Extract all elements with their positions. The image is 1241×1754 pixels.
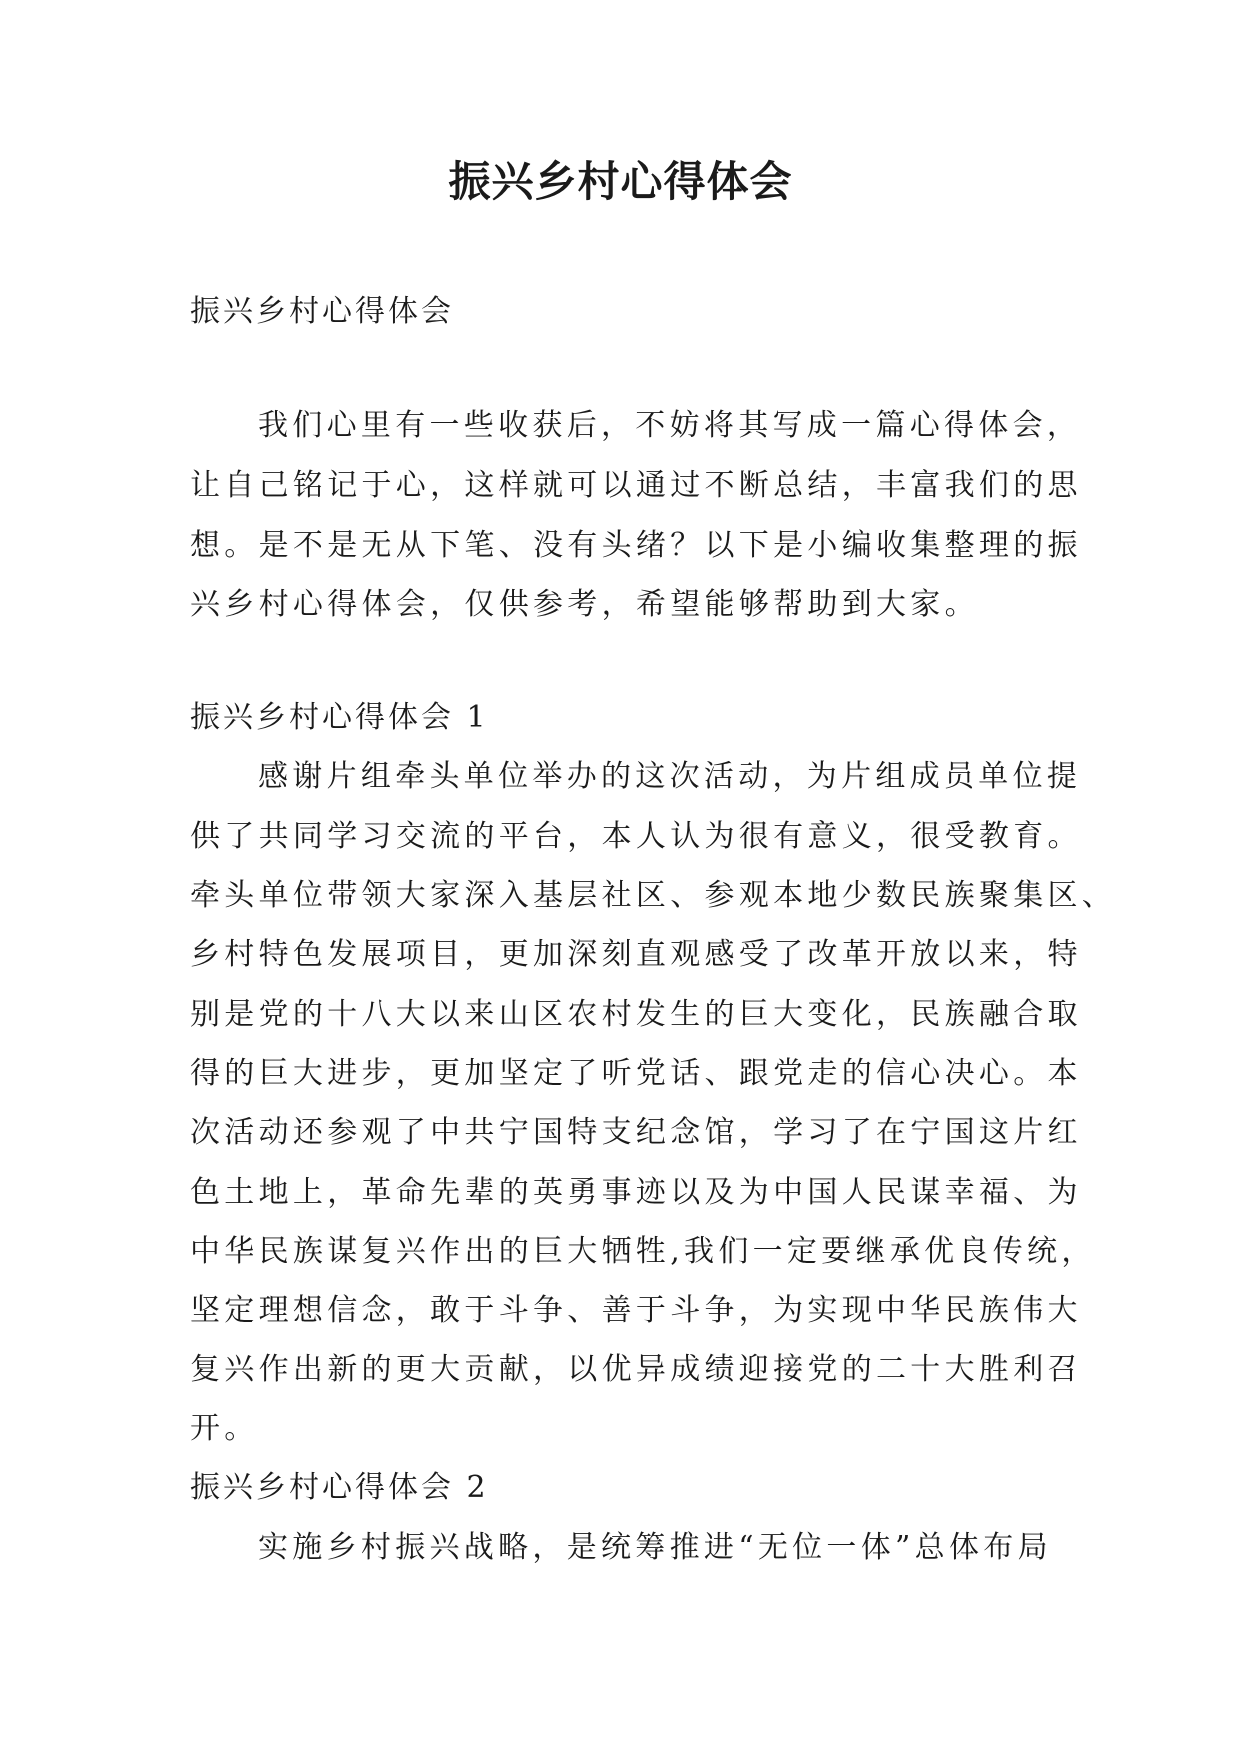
section-heading: 振兴乡村心得体会 2 xyxy=(190,1470,489,1505)
section-line: 复兴作出新的更大贡献，以优异成绩迎接党的二十大胜利召 xyxy=(190,1352,1082,1387)
section-heading: 振兴乡村心得体会 1 xyxy=(190,700,489,735)
document-title: 振兴乡村心得体会 xyxy=(448,157,793,206)
intro-line: 兴乡村心得体会，仅供参考，希望能够帮助到大家。 xyxy=(190,587,979,622)
section-line: 色土地上，革命先辈的英勇事迹以及为中国人民谋幸福、为 xyxy=(190,1175,1082,1210)
section-line: 得的巨大进步，更加坚定了听党话、跟党走的信心决心。本 xyxy=(190,1056,1082,1091)
section-line: 牵头单位带领大家深入基层社区、参观本地少数民族聚集区、 xyxy=(190,878,1117,913)
section-line: 供了共同学习交流的平台，本人认为很有意义，很受教育。 xyxy=(190,819,1082,854)
section-line: 次活动还参观了中共宁国特支纪念馆，学习了在宁国这片红 xyxy=(190,1115,1082,1150)
section-line: 别是党的十八大以来山区农村发生的巨大变化，民族融合取 xyxy=(190,997,1082,1032)
document-subtitle: 振兴乡村心得体会 xyxy=(190,294,454,329)
section-line: 感谢片组牵头单位举办的这次活动，为片组成员单位提 xyxy=(258,759,1082,794)
intro-line: 想。是不是无从下笔、没有头绪？以下是小编收集整理的振 xyxy=(190,528,1082,563)
intro-line: 我们心里有一些收获后，不妨将其写成一篇心得体会， xyxy=(258,408,1082,443)
section-line: 坚定理想信念，敢于斗争、善于斗争，为实现中华民族伟大 xyxy=(190,1293,1082,1328)
section-line: 乡村特色发展项目，更加深刻直观感受了改革开放以来，特 xyxy=(190,937,1082,972)
section-line: 开。 xyxy=(190,1411,259,1446)
intro-line: 让自己铭记于心，这样就可以通过不断总结，丰富我们的思 xyxy=(190,468,1082,503)
section-line: 中华民族谋复兴作出的巨大牺牲,我们一定要继承优良传统， xyxy=(190,1234,1096,1269)
section-line: 实施乡村振兴战略，是统筹推进“无位一体”总体布局 xyxy=(258,1530,1052,1565)
